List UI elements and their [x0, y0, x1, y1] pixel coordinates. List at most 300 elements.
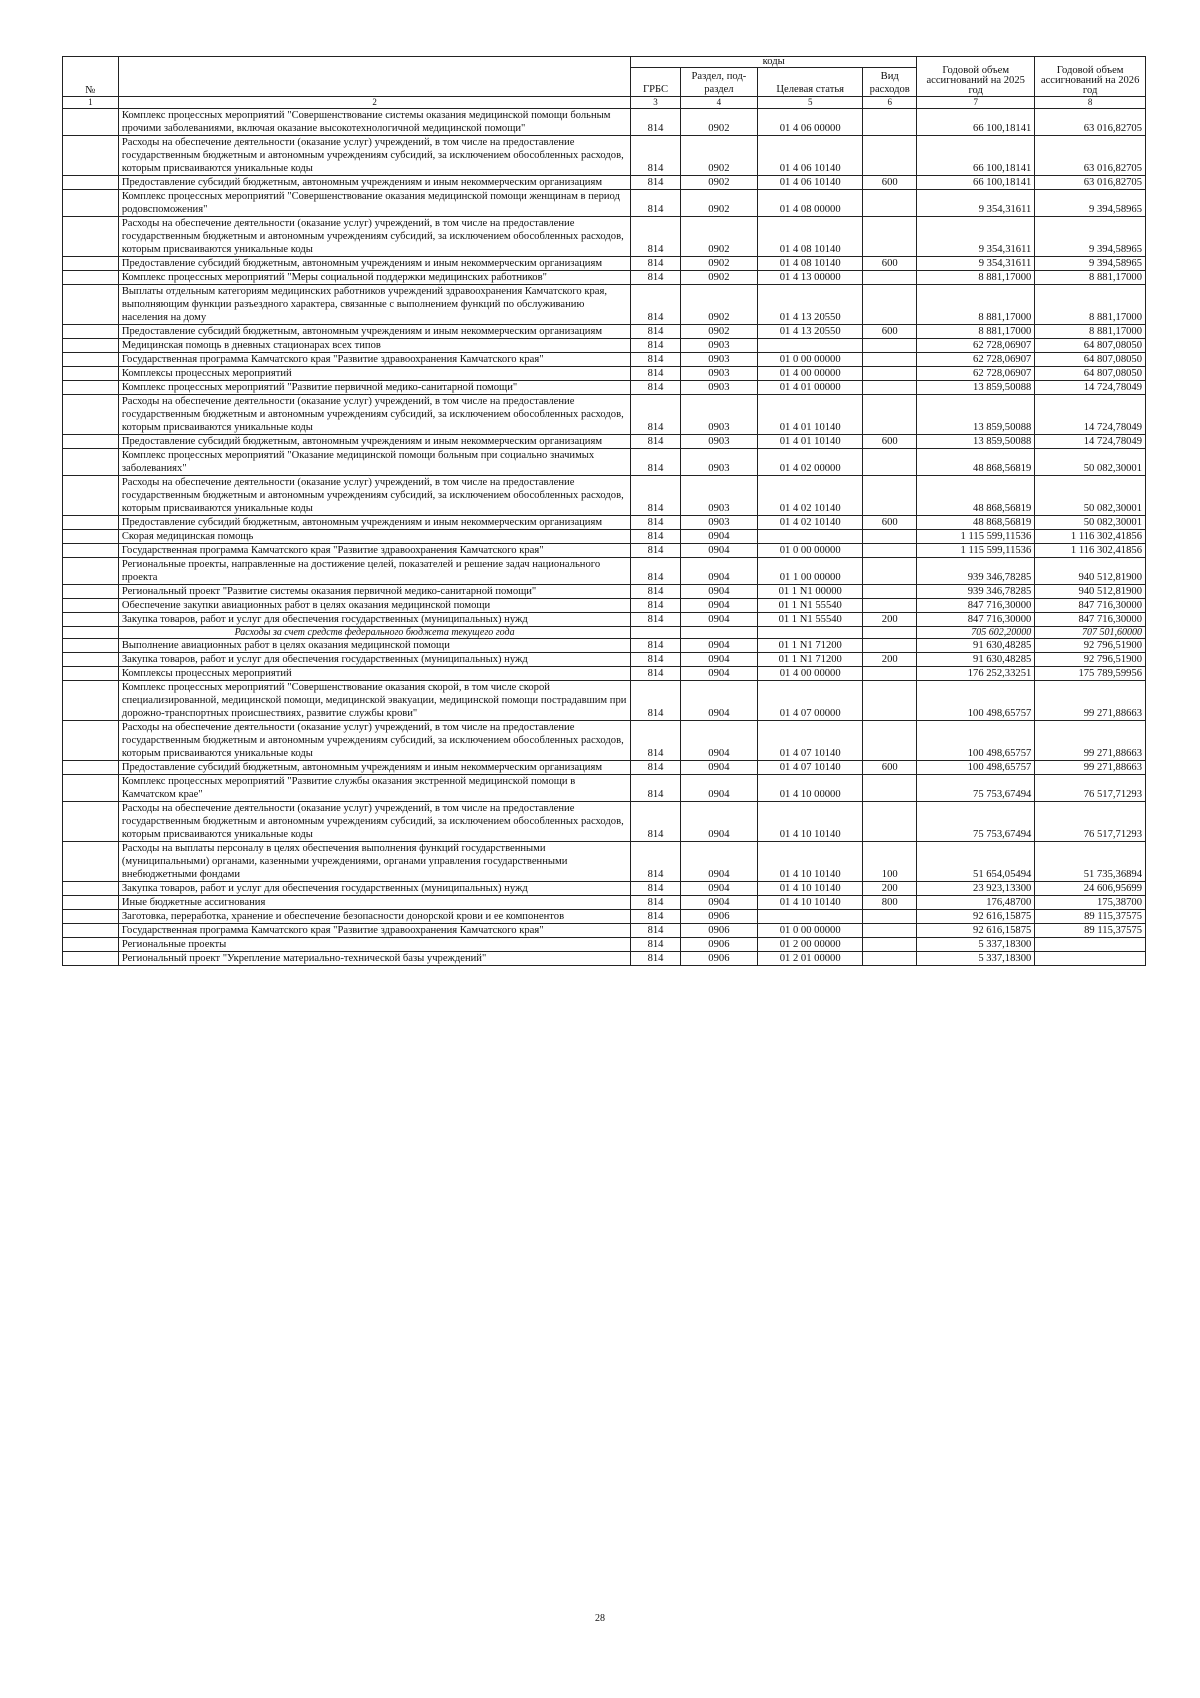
row-name: Комплекс процессных мероприятий "Совершенствование системы оказания медицинской помощи больным прочими заболеваниями, включая оказание высокотехнологичной медицинской помощи": [118, 109, 630, 136]
row-amount-2026: 89 115,37575: [1035, 910, 1146, 924]
row-amount-2025: 48 868,56819: [917, 449, 1035, 476]
row-amount-2026: 50 082,30001: [1035, 516, 1146, 530]
table-row: [63, 938, 1146, 952]
column-number: 2: [118, 97, 630, 109]
row-name: Региональный проект "Укрепление материально-технической базы учреждений": [118, 952, 630, 966]
row-razdel: 0906: [680, 924, 757, 938]
row-razdel: 0904: [680, 775, 757, 802]
row-razdel: 0903: [680, 476, 757, 516]
row-razdel: 0902: [680, 271, 757, 285]
row-grbs: 814: [631, 325, 680, 339]
table-row: [63, 924, 1146, 938]
row-razdel: 0906: [680, 952, 757, 966]
row-razdel: [680, 627, 757, 639]
row-number-cell: [63, 775, 119, 802]
row-amount-2025: 62 728,06907: [917, 339, 1035, 353]
row-razdel: 0904: [680, 544, 757, 558]
row-target-article: 01 4 13 00000: [758, 271, 863, 285]
row-name: Комплекс процессных мероприятий "Оказание медицинской помощи больным при социально значимых заболеваниях": [118, 449, 630, 476]
row-amount-2025: 9 354,31611: [917, 190, 1035, 217]
row-target-article: 01 4 10 10140: [758, 882, 863, 896]
row-expense-type: 100: [863, 842, 917, 882]
row-amount-2026: 9 394,58965: [1035, 257, 1146, 271]
row-amount-2026: 847 716,30000: [1035, 613, 1146, 627]
row-amount-2025: 5 337,18300: [917, 938, 1035, 952]
table-row: [63, 476, 1146, 516]
row-name: Закупка товаров, работ и услуг для обеспечения государственных (муниципальных) нужд: [118, 613, 630, 627]
row-expense-type: 600: [863, 176, 917, 190]
row-grbs: 814: [631, 924, 680, 938]
row-name: Комплекс процессных мероприятий "Развитие службы оказания экстренной медицинской помощи в Камчатском крае": [118, 775, 630, 802]
row-expense-type: [863, 910, 917, 924]
row-expense-type: 200: [863, 653, 917, 667]
row-razdel: 0904: [680, 530, 757, 544]
row-expense-type: [863, 558, 917, 585]
row-number-cell: [63, 381, 119, 395]
row-target-article: 01 1 N1 00000: [758, 585, 863, 599]
table-row: [63, 109, 1146, 136]
header-expense-type: Вид расходов: [863, 68, 917, 97]
row-name: Медицинская помощь в дневных стационарах всех типов: [118, 339, 630, 353]
row-amount-2025: 92 616,15875: [917, 924, 1035, 938]
row-expense-type: [863, 721, 917, 761]
row-grbs: 814: [631, 896, 680, 910]
row-amount-2025: 100 498,65757: [917, 761, 1035, 775]
row-amount-2025: 100 498,65757: [917, 681, 1035, 721]
row-grbs: 814: [631, 367, 680, 381]
row-razdel: 0903: [680, 353, 757, 367]
row-expense-type: [863, 924, 917, 938]
row-amount-2025: 939 346,78285: [917, 558, 1035, 585]
row-number-cell: [63, 882, 119, 896]
header-codes: коды: [631, 57, 917, 68]
row-name: Расходы на обеспечение деятельности (оказание услуг) учреждений, в том числе на предоставление государственным бюджетным и автономным учреждениям субсидий, за исключением обособленных расходов, которым присваиваются уникальные коды: [118, 476, 630, 516]
table-row: [63, 761, 1146, 775]
row-razdel: 0902: [680, 176, 757, 190]
row-number-cell: [63, 938, 119, 952]
row-expense-type: [863, 476, 917, 516]
table-row: [63, 721, 1146, 761]
header-name: [118, 57, 630, 97]
row-target-article: 01 0 00 00000: [758, 924, 863, 938]
row-amount-2025: 48 868,56819: [917, 516, 1035, 530]
row-number-cell: [63, 802, 119, 842]
row-grbs: 814: [631, 271, 680, 285]
row-target-article: 01 4 08 00000: [758, 190, 863, 217]
table-row: [63, 681, 1146, 721]
row-name: Государственная программа Камчатского края "Развитие здравоохранения Камчатского края": [118, 544, 630, 558]
row-amount-2026: 64 807,08050: [1035, 353, 1146, 367]
row-razdel: 0904: [680, 599, 757, 613]
row-number-cell: [63, 476, 119, 516]
row-number-cell: [63, 952, 119, 966]
row-expense-type: [863, 109, 917, 136]
row-number-cell: [63, 924, 119, 938]
column-number: 4: [680, 97, 757, 109]
row-grbs: 814: [631, 285, 680, 325]
table-row: [63, 217, 1146, 257]
row-amount-2025: 48 868,56819: [917, 476, 1035, 516]
row-grbs: 814: [631, 938, 680, 952]
row-amount-2026: [1035, 952, 1146, 966]
row-razdel: 0902: [680, 190, 757, 217]
row-name: Выплаты отдельным категориям медицинских работников учреждений здравоохранения Камчатского края, выполняющим функции разъездного характера, связанные с выполнением функций по обслуживанию населения на дому: [118, 285, 630, 325]
row-target-article: 01 4 10 00000: [758, 775, 863, 802]
row-amount-2026: 9 394,58965: [1035, 190, 1146, 217]
row-amount-2026: 50 082,30001: [1035, 449, 1146, 476]
header-column-numbers: [63, 97, 1146, 109]
row-grbs: 814: [631, 775, 680, 802]
table-row: [63, 882, 1146, 896]
row-name: Выполнение авиационных работ в целях оказания медицинской помощи: [118, 639, 630, 653]
row-amount-2025: 91 630,48285: [917, 639, 1035, 653]
table-row: [63, 190, 1146, 217]
row-target-article: 01 1 N1 71200: [758, 639, 863, 653]
row-amount-2026: 99 271,88663: [1035, 721, 1146, 761]
row-grbs: 814: [631, 585, 680, 599]
row-amount-2025: 1 115 599,11536: [917, 530, 1035, 544]
row-number-cell: [63, 599, 119, 613]
row-name: Региональные проекты, направленные на достижение целей, показателей и решение задач национального проекта: [118, 558, 630, 585]
row-amount-2026: 847 716,30000: [1035, 599, 1146, 613]
row-grbs: 814: [631, 761, 680, 775]
row-amount-2026: 175 789,59956: [1035, 667, 1146, 681]
row-target-article: 01 1 N1 71200: [758, 653, 863, 667]
header-year-2026: Годовой объем ассигнований на 2026 год: [1035, 57, 1146, 97]
row-amount-2026: 92 796,51900: [1035, 653, 1146, 667]
row-expense-type: [863, 599, 917, 613]
row-grbs: 814: [631, 516, 680, 530]
row-number-cell: [63, 627, 119, 639]
table-row: [63, 599, 1146, 613]
row-number-cell: [63, 271, 119, 285]
row-name: Иные бюджетные ассигнования: [118, 896, 630, 910]
table-row: [63, 176, 1146, 190]
row-expense-type: [863, 190, 917, 217]
row-target-article: 01 4 00 00000: [758, 667, 863, 681]
row-expense-type: 600: [863, 516, 917, 530]
row-expense-type: [863, 952, 917, 966]
row-amount-2025: 66 100,18141: [917, 109, 1035, 136]
row-amount-2026: 99 271,88663: [1035, 761, 1146, 775]
row-name: Предоставление субсидий бюджетным, автономным учреждениям и иным некоммерческим организациям: [118, 761, 630, 775]
row-amount-2026: 940 512,81900: [1035, 585, 1146, 599]
row-grbs: 814: [631, 109, 680, 136]
row-amount-2025: 91 630,48285: [917, 653, 1035, 667]
row-expense-type: [863, 381, 917, 395]
row-target-article: 01 4 02 00000: [758, 449, 863, 476]
row-grbs: 814: [631, 842, 680, 882]
table-row: [63, 802, 1146, 842]
table-row: [63, 775, 1146, 802]
row-amount-2026: 14 724,78049: [1035, 395, 1146, 435]
table-row: [63, 585, 1146, 599]
row-amount-2026: 8 881,17000: [1035, 325, 1146, 339]
row-target-article: 01 2 00 00000: [758, 938, 863, 952]
row-razdel: 0903: [680, 395, 757, 435]
row-expense-type: [863, 530, 917, 544]
row-razdel: 0904: [680, 842, 757, 882]
row-grbs: [631, 627, 680, 639]
table-row: [63, 639, 1146, 653]
row-amount-2026: 1 116 302,41856: [1035, 544, 1146, 558]
row-name: Комплекс процессных мероприятий "Совершенствование оказания скорой, в том числе скорой специализированной, медицинской помощи, медицинской эвакуации, медицинской помощи пострадавшим при дорожно-транспортных происшествиях, развитие службы крови": [118, 681, 630, 721]
row-grbs: 814: [631, 882, 680, 896]
row-name: Комплекс процессных мероприятий "Совершенствование оказания медицинской помощи женщинам в период родовспоможения": [118, 190, 630, 217]
row-amount-2025: 1 115 599,11536: [917, 544, 1035, 558]
row-name: Предоставление субсидий бюджетным, автономным учреждениям и иным некоммерческим организациям: [118, 435, 630, 449]
row-razdel: 0904: [680, 761, 757, 775]
column-number: 5: [758, 97, 863, 109]
row-name: Предоставление субсидий бюджетным, автономным учреждениям и иным некоммерческим организациям: [118, 257, 630, 271]
row-name: Комплекс процессных мероприятий "Меры социальной поддержки медицинских работников": [118, 271, 630, 285]
row-grbs: 814: [631, 176, 680, 190]
row-grbs: 814: [631, 190, 680, 217]
row-grbs: 814: [631, 681, 680, 721]
row-razdel: 0902: [680, 325, 757, 339]
row-amount-2026: 1 116 302,41856: [1035, 530, 1146, 544]
row-amount-2026: 64 807,08050: [1035, 339, 1146, 353]
row-amount-2026: 14 724,78049: [1035, 381, 1146, 395]
row-number-cell: [63, 449, 119, 476]
row-expense-type: [863, 271, 917, 285]
row-amount-2025: 5 337,18300: [917, 952, 1035, 966]
row-amount-2025: 9 354,31611: [917, 257, 1035, 271]
row-target-article: 01 4 10 10140: [758, 896, 863, 910]
row-grbs: 814: [631, 910, 680, 924]
row-razdel: 0904: [680, 802, 757, 842]
row-razdel: 0904: [680, 667, 757, 681]
row-number-cell: [63, 613, 119, 627]
row-name: Закупка товаров, работ и услуг для обеспечения государственных (муниципальных) нужд: [118, 882, 630, 896]
row-amount-2026: 14 724,78049: [1035, 435, 1146, 449]
row-target-article: 01 1 00 00000: [758, 558, 863, 585]
table-row: [63, 558, 1146, 585]
table-row: [63, 449, 1146, 476]
row-razdel: 0904: [680, 653, 757, 667]
row-amount-2026: 51 735,36894: [1035, 842, 1146, 882]
row-number-cell: [63, 681, 119, 721]
row-amount-2026: 89 115,37575: [1035, 924, 1146, 938]
row-amount-2025: 13 859,50088: [917, 395, 1035, 435]
header-year-2025: Годовой объем ассигнований на 2025 год: [917, 57, 1035, 97]
row-amount-2026: 63 016,82705: [1035, 176, 1146, 190]
row-expense-type: [863, 217, 917, 257]
row-name: Предоставление субсидий бюджетным, автономным учреждениям и иным некоммерческим организациям: [118, 325, 630, 339]
row-amount-2026: 76 517,71293: [1035, 802, 1146, 842]
row-razdel: 0902: [680, 257, 757, 271]
header-number: №: [63, 57, 119, 97]
row-razdel: 0903: [680, 516, 757, 530]
row-number-cell: [63, 109, 119, 136]
header-grbs: ГРБС: [631, 68, 680, 97]
row-amount-2025: 847 716,30000: [917, 613, 1035, 627]
row-grbs: 814: [631, 599, 680, 613]
row-amount-2026: 9 394,58965: [1035, 217, 1146, 257]
row-number-cell: [63, 667, 119, 681]
row-name: Предоставление субсидий бюджетным, автономным учреждениям и иным некоммерческим организациям: [118, 516, 630, 530]
row-grbs: 814: [631, 435, 680, 449]
row-amount-2025: 66 100,18141: [917, 136, 1035, 176]
row-target-article: [758, 627, 863, 639]
table-row: [63, 325, 1146, 339]
row-expense-type: [863, 938, 917, 952]
row-grbs: 814: [631, 136, 680, 176]
row-expense-type: [863, 285, 917, 325]
column-number: 3: [631, 97, 680, 109]
row-razdel: 0906: [680, 910, 757, 924]
row-grbs: 814: [631, 530, 680, 544]
row-expense-type: [863, 367, 917, 381]
row-grbs: 814: [631, 544, 680, 558]
row-expense-type: 600: [863, 257, 917, 271]
table-row: [63, 952, 1146, 966]
row-number-cell: [63, 395, 119, 435]
table-row: [63, 653, 1146, 667]
budget-sheet: [62, 56, 1146, 966]
row-grbs: 814: [631, 395, 680, 435]
row-razdel: 0906: [680, 938, 757, 952]
row-target-article: 01 4 06 10140: [758, 176, 863, 190]
row-expense-type: [863, 681, 917, 721]
row-amount-2025: 51 654,05494: [917, 842, 1035, 882]
table-row: [63, 381, 1146, 395]
row-razdel: 0904: [680, 896, 757, 910]
table-row: [63, 285, 1146, 325]
row-grbs: 814: [631, 952, 680, 966]
row-number-cell: [63, 653, 119, 667]
row-name: Закупка товаров, работ и услуг для обеспечения государственных (муниципальных) нужд: [118, 653, 630, 667]
row-grbs: 814: [631, 476, 680, 516]
row-name: Заготовка, переработка, хранение и обеспечение безопасности донорской крови и ее компонентов: [118, 910, 630, 924]
row-expense-type: [863, 775, 917, 802]
table-row: [63, 339, 1146, 353]
row-name: Региональные проекты: [118, 938, 630, 952]
row-razdel: 0904: [680, 721, 757, 761]
table-row: [63, 667, 1146, 681]
row-number-cell: [63, 190, 119, 217]
row-target-article: 01 4 10 10140: [758, 842, 863, 882]
column-number: 1: [63, 97, 119, 109]
row-number-cell: [63, 639, 119, 653]
row-number-cell: [63, 339, 119, 353]
row-amount-2026: 8 881,17000: [1035, 271, 1146, 285]
table-row: [63, 842, 1146, 882]
row-number-cell: [63, 516, 119, 530]
row-number-cell: [63, 435, 119, 449]
row-target-article: 01 4 02 10140: [758, 476, 863, 516]
row-razdel: 0904: [680, 639, 757, 653]
row-amount-2026: 63 016,82705: [1035, 136, 1146, 176]
row-expense-type: [863, 136, 917, 176]
row-expense-type: 600: [863, 435, 917, 449]
table-row: [63, 353, 1146, 367]
row-number-cell: [63, 896, 119, 910]
row-name: Обеспечение закупки авиационных работ в целях оказания медицинской помощи: [118, 599, 630, 613]
row-grbs: 814: [631, 449, 680, 476]
table-row: [63, 271, 1146, 285]
row-target-article: 01 4 01 10140: [758, 435, 863, 449]
row-amount-2025: 23 923,13300: [917, 882, 1035, 896]
row-name: Расходы за счет средств федерального бюджета текущего года: [118, 627, 630, 639]
row-number-cell: [63, 761, 119, 775]
row-amount-2026: 92 796,51900: [1035, 639, 1146, 653]
row-target-article: 01 4 00 00000: [758, 367, 863, 381]
row-grbs: 814: [631, 353, 680, 367]
table-row: [63, 516, 1146, 530]
row-target-article: 01 4 08 10140: [758, 257, 863, 271]
row-expense-type: [863, 639, 917, 653]
row-razdel: 0902: [680, 109, 757, 136]
row-number-cell: [63, 176, 119, 190]
row-amount-2025: 92 616,15875: [917, 910, 1035, 924]
row-amount-2025: 705 602,20000: [917, 627, 1035, 639]
row-expense-type: 800: [863, 896, 917, 910]
row-expense-type: 600: [863, 325, 917, 339]
row-amount-2025: 62 728,06907: [917, 353, 1035, 367]
row-target-article: [758, 910, 863, 924]
row-grbs: 814: [631, 558, 680, 585]
row-number-cell: [63, 257, 119, 271]
row-number-cell: [63, 217, 119, 257]
row-target-article: [758, 339, 863, 353]
table-body: [63, 109, 1146, 966]
row-razdel: 0904: [680, 681, 757, 721]
row-grbs: 814: [631, 339, 680, 353]
row-amount-2025: 62 728,06907: [917, 367, 1035, 381]
row-number-cell: [63, 910, 119, 924]
row-razdel: 0904: [680, 613, 757, 627]
row-expense-type: [863, 544, 917, 558]
row-amount-2025: 13 859,50088: [917, 381, 1035, 395]
row-razdel: 0902: [680, 136, 757, 176]
row-expense-type: 200: [863, 613, 917, 627]
row-amount-2026: 76 517,71293: [1035, 775, 1146, 802]
row-amount-2025: 8 881,17000: [917, 271, 1035, 285]
row-name: Расходы на обеспечение деятельности (оказание услуг) учреждений, в том числе на предоставление государственным бюджетным и автономным учреждениям субсидий, за исключением обособленных расходов, которым присваиваются уникальные коды: [118, 217, 630, 257]
column-number: 8: [1035, 97, 1146, 109]
row-amount-2026: 940 512,81900: [1035, 558, 1146, 585]
row-amount-2025: 9 354,31611: [917, 217, 1035, 257]
row-number-cell: [63, 585, 119, 599]
table-row: [63, 367, 1146, 381]
row-amount-2025: 847 716,30000: [917, 599, 1035, 613]
row-name: Государственная программа Камчатского края "Развитие здравоохранения Камчатского края": [118, 353, 630, 367]
row-number-cell: [63, 530, 119, 544]
row-grbs: 814: [631, 217, 680, 257]
row-target-article: 01 4 07 10140: [758, 721, 863, 761]
row-number-cell: [63, 367, 119, 381]
row-grbs: 814: [631, 613, 680, 627]
row-amount-2025: 66 100,18141: [917, 176, 1035, 190]
budget-table: [62, 56, 1146, 966]
row-amount-2026: 99 271,88663: [1035, 681, 1146, 721]
table-row-federal-note: [63, 627, 1146, 639]
row-expense-type: [863, 667, 917, 681]
row-target-article: 01 0 00 00000: [758, 353, 863, 367]
page-number: 28: [595, 1613, 605, 1624]
row-name: Комплексы процессных мероприятий: [118, 667, 630, 681]
row-razdel: 0903: [680, 449, 757, 476]
row-number-cell: [63, 285, 119, 325]
row-target-article: 01 4 01 00000: [758, 381, 863, 395]
row-expense-type: [863, 449, 917, 476]
row-target-article: 01 4 10 10140: [758, 802, 863, 842]
row-amount-2026: 64 807,08050: [1035, 367, 1146, 381]
row-amount-2025: 75 753,67494: [917, 775, 1035, 802]
row-name: Комплекс процессных мероприятий "Развитие первичной медико-санитарной помощи": [118, 381, 630, 395]
row-razdel: 0903: [680, 367, 757, 381]
